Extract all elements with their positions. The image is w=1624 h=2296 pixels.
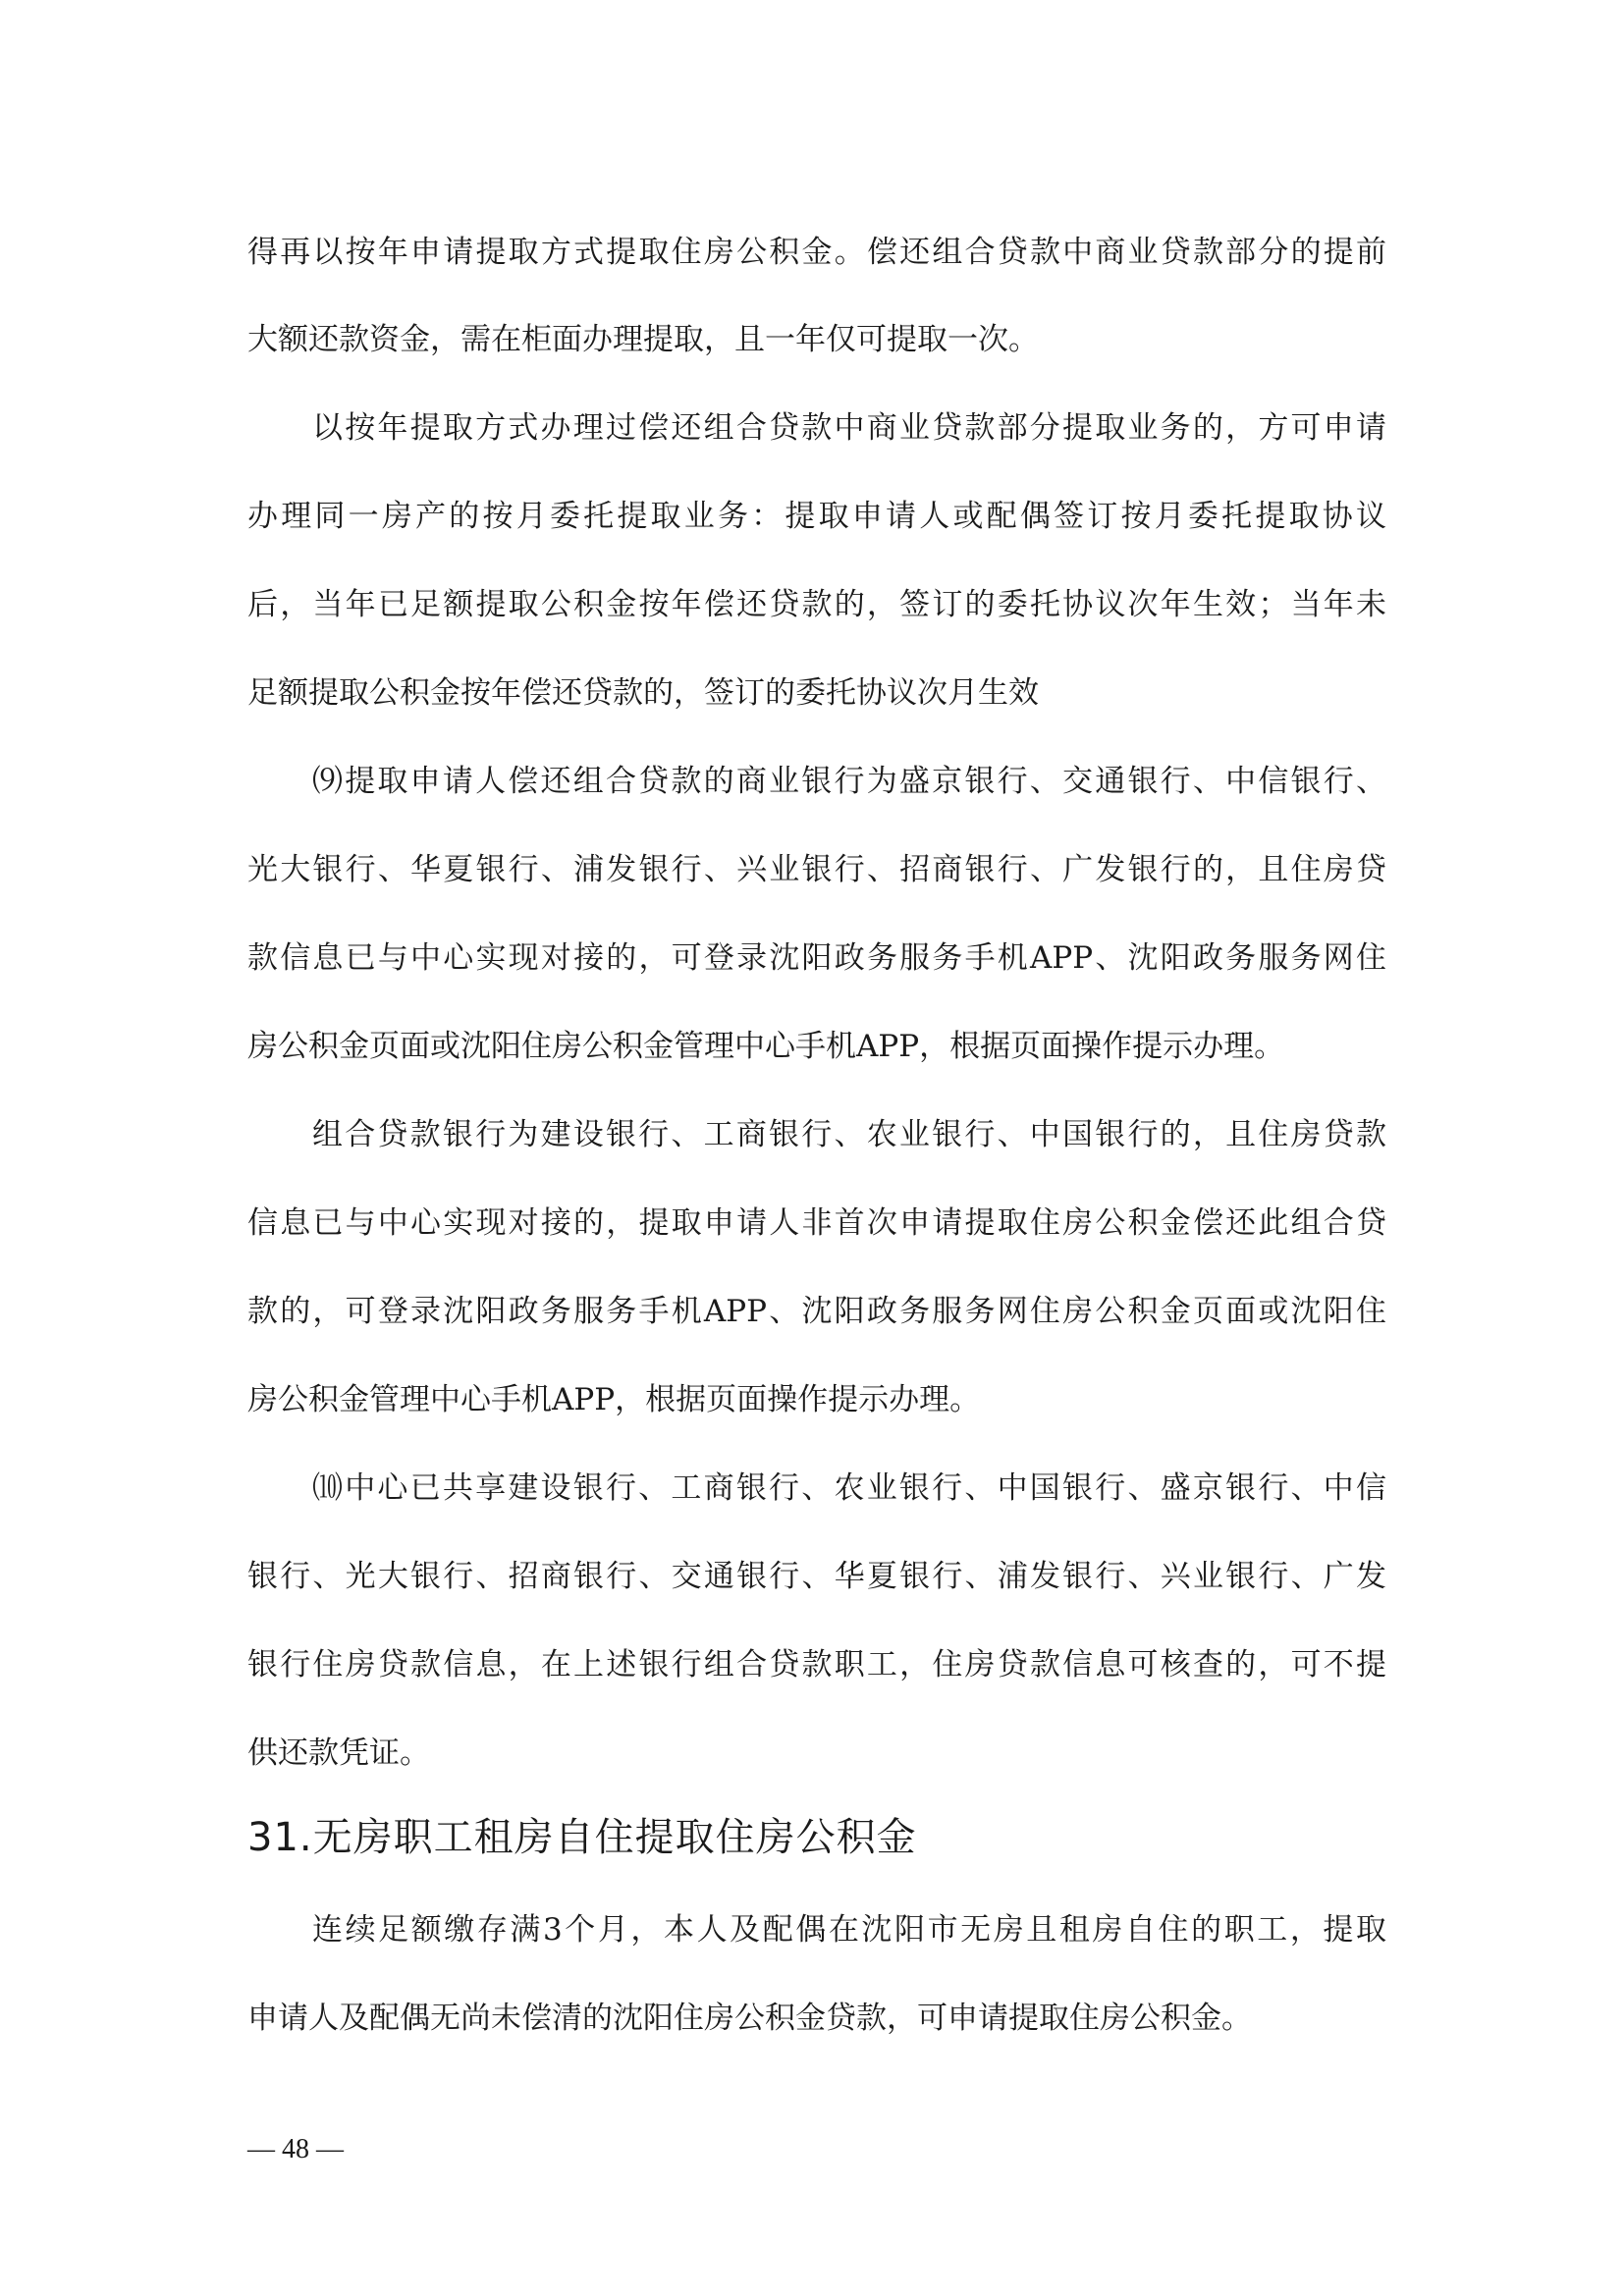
body-line-8: 光大银行、华夏银行、浦发银行、兴业银行、招商银行、广发银行的，且住房贷	[247, 852, 1386, 887]
body-line-15: ⑽中心已共享建设银行、工商银行、农业银行、中国银行、盛京银行、中信	[312, 1470, 1386, 1506]
body-line-9: 款信息已与中心实现对接的，可登录沈阳政务服务手机APP、沈阳政务服务网住	[247, 940, 1386, 976]
body-line-17: 银行住房贷款信息，在上述银行组合贷款职工，住房贷款信息可核查的，可不提	[247, 1647, 1386, 1682]
body-line-3: 以按年提取方式办理过偿还组合贷款中商业贷款部分提取业务的，方可申请	[312, 410, 1386, 446]
body-line-5: 后，当年已足额提取公积金按年偿还贷款的，签订的委托协议次年生效；当年未	[247, 587, 1386, 622]
body-line-2: 大额还款资金，需在柜面办理提取，且一年仅可提取一次。	[247, 322, 1039, 357]
section-heading: 31.无房职工租房自住提取住房公积金	[247, 1815, 917, 1860]
body-line-11: 组合贷款银行为建设银行、工商银行、农业银行、中国银行的，且住房贷款	[312, 1117, 1386, 1152]
section-body-line-2: 申请人及配偶无尚未偿清的沈阳住房公积金贷款，可申请提取住房公积金。	[247, 2001, 1252, 2036]
page-number: — 48 —	[247, 2134, 344, 2164]
body-line-1: 得再以按年申请提取方式提取住房公积金。偿还组合贷款中商业贷款部分的提前	[247, 235, 1386, 270]
body-line-18: 供还款凭证。	[247, 1735, 430, 1771]
body-line-12: 信息已与中心实现对接的，提取申请人非首次申请提取住房公积金偿还此组合贷	[247, 1205, 1386, 1241]
body-line-14: 房公积金管理中心手机APP，根据页面操作提示办理。	[247, 1382, 981, 1417]
body-line-16: 银行、光大银行、招商银行、交通银行、华夏银行、浦发银行、兴业银行、广发	[247, 1559, 1386, 1594]
body-line-13: 款的，可登录沈阳政务服务手机APP、沈阳政务服务网住房公积金页面或沈阳住	[247, 1294, 1386, 1329]
body-line-4: 办理同一房产的按月委托提取业务：提取申请人或配偶签订按月委托提取协议	[247, 499, 1386, 534]
body-line-10: 房公积金页面或沈阳住房公积金管理中心手机APP，根据页面操作提示办理。	[247, 1029, 1285, 1064]
body-line-7: ⑼提取申请人偿还组合贷款的商业银行为盛京银行、交通银行、中信银行、	[312, 764, 1386, 799]
body-line-6: 足额提取公积金按年偿还贷款的，签订的委托协议次月生效	[247, 675, 1039, 711]
section-body-line-1: 连续足额缴存满3个月，本人及配偶在沈阳市无房且租房自住的职工，提取	[312, 1912, 1386, 1948]
